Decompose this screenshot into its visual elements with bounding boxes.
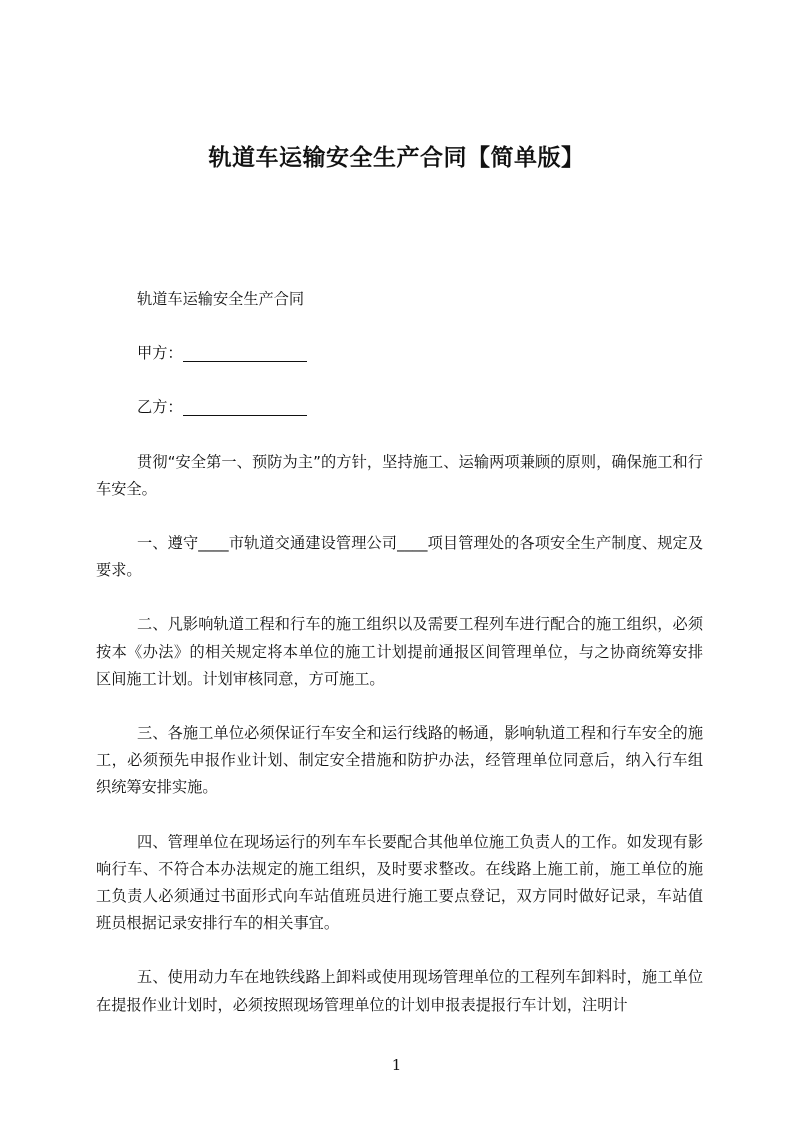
party-b-blank-line [183, 397, 307, 416]
party-b-field [96, 394, 703, 421]
party-a-field [96, 340, 703, 367]
paragraph-intro: 贯彻“安全第一、预防为主”的方针，坚持施工、运输两项兼顾的原则，确保施工和行车安全。 [96, 452, 703, 498]
contract-subtitle: 轨道车运输安全生产合同 [137, 290, 305, 308]
party-a-label: 甲方： [137, 344, 183, 363]
paragraph-clause-1: 一、遵守____市轨道交通建设管理公司____项目管理处的各项安全生产制度、规定及要求。 [96, 534, 703, 580]
page-number: 1 [391, 1056, 402, 1074]
document-title: 轨道车运输安全生产合同【简单版】 [208, 145, 585, 171]
document-body [96, 286, 703, 1046]
paragraph-clause-5: 五、使用动力车在地铁线路上卸料或使用现场管理单位的工程列车卸料时，施工单位在提报作业计划时，必须按照现场管理单位的计划申报表提报行车计划，注明计 [96, 968, 703, 1014]
party-b-label: 乙方： [137, 398, 183, 417]
party-a-blank-line [183, 343, 307, 362]
paragraph-clause-3: 三、各施工单位必须保证行车安全和运行线路的畅通，影响轨道工程和行车安全的施工，必须预先申报作业计划、制定安全措施和防护办法，经管理单位同意后，纳入行车组织统筹安排实施。 [96, 724, 703, 797]
paragraph-clause-4: 四、管理单位在现场运行的列车车长要配合其他单位施工负责人的工作。如发现有影响行车、不符合本办法规定的施工组织，及时要求整改。在线路上施工前，施工单位的施工负责人必须通过书面形式向车站值班员进行施工要点登记，双方同时做好记录，车站值班员根据记录安排行车的相关事宜。 [96, 832, 703, 933]
paragraph-clause-2: 二、凡影响轨道工程和行车的施工组织以及需要工程列车进行配合的施工组织，必须按本《办法》的相关规定将本单位的施工计划提前通报区间管理单位，与之协商统筹安排区间施工计划。计划审核同意，方可施工。 [96, 615, 703, 688]
